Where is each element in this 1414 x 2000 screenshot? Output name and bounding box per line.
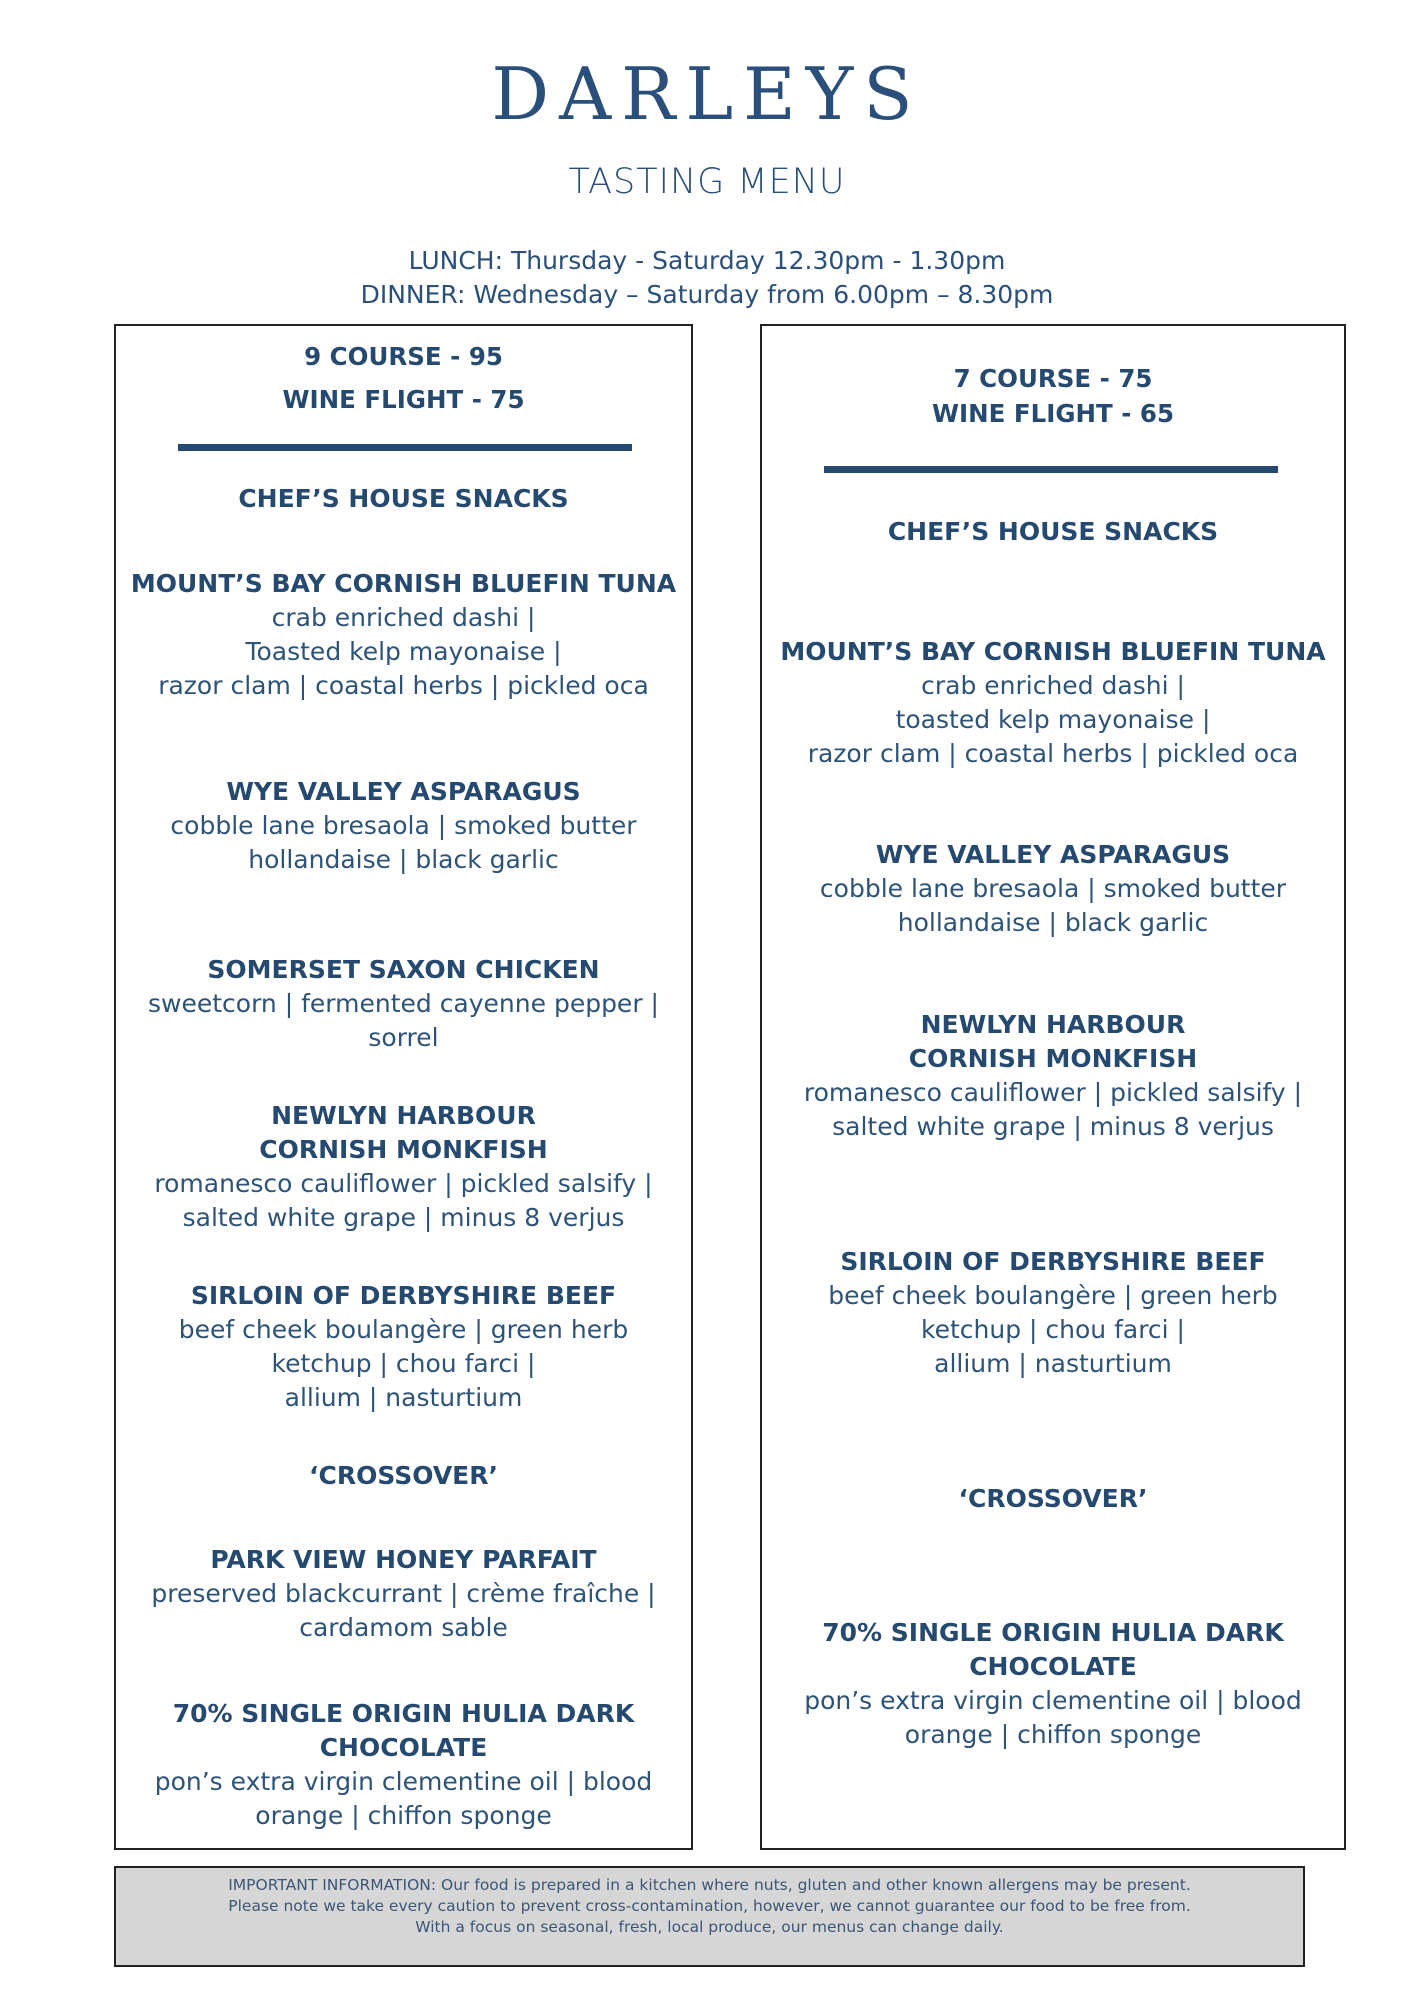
dish-description: pon’s extra virgin clementine oil | blood orange | chiffon sponge bbox=[154, 1767, 653, 1830]
dish-title: SOMERSET SAXON CHICKEN bbox=[207, 955, 600, 984]
dish-honey-parfait bbox=[116, 1543, 691, 1645]
dish-title: CHEF’S HOUSE SNACKS bbox=[238, 484, 569, 513]
dish-description: crab enriched dashi | toasted kelp mayonaise | razor clam | coastal herbs | pickled oca bbox=[807, 671, 1299, 768]
divider bbox=[824, 466, 1278, 473]
dish-description: romanesco cauliflower | pickled salsify | salted white grape | minus 8 verjus bbox=[154, 1169, 653, 1232]
dish-monkfish bbox=[762, 1008, 1344, 1144]
dish-crossover bbox=[762, 1482, 1344, 1516]
dish-description: cobble lane bresaola | smoked butter hollandaise | black garlic bbox=[170, 811, 637, 874]
dish-title: 70% SINGLE ORIGIN HULIA DARK CHOCOLATE bbox=[172, 1699, 635, 1762]
dinner-hours: DINNER: Wednesday – Saturday from 6.00pm – 8.30pm bbox=[360, 280, 1054, 309]
course-price: 7 COURSE - 75 bbox=[953, 364, 1153, 393]
allergen-notice bbox=[114, 1866, 1305, 1967]
dish-description: beef cheek boulangère | green herb ketchup | chou farci | allium | nasturtium bbox=[828, 1281, 1278, 1378]
dish-title: ‘CROSSOVER’ bbox=[309, 1461, 498, 1490]
dish-title: NEWLYN HARBOUR CORNISH MONKFISH bbox=[908, 1010, 1198, 1073]
wine-flight-price: WINE FLIGHT - 65 bbox=[931, 399, 1175, 428]
dish-chefs-snacks bbox=[116, 482, 691, 516]
dish-sirloin-beef bbox=[762, 1245, 1344, 1381]
divider bbox=[178, 444, 632, 451]
dish-asparagus bbox=[116, 775, 691, 877]
dish-bluefin-tuna bbox=[116, 567, 691, 703]
brand-logo: DARLEYS bbox=[491, 52, 923, 136]
dish-title: SIRLOIN OF DERBYSHIRE BEEF bbox=[190, 1281, 617, 1310]
dish-asparagus bbox=[762, 838, 1344, 940]
dish-chefs-snacks bbox=[762, 515, 1344, 549]
wine-flight-price: WINE FLIGHT - 75 bbox=[282, 385, 525, 414]
course-price: 9 COURSE - 95 bbox=[304, 342, 503, 371]
notice-line: IMPORTANT INFORMATION: Our food is prepared in a kitchen where nuts, gluten and other known allergens may be present. bbox=[228, 1876, 1191, 1894]
dish-crossover bbox=[116, 1459, 691, 1493]
notice-line: With a focus on seasonal, fresh, local produce, our menus can change daily. bbox=[415, 1918, 1004, 1936]
dish-description: preserved blackcurrant | crème fraîche | cardamom sable bbox=[151, 1579, 656, 1642]
dish-dark-chocolate bbox=[116, 1697, 691, 1833]
lunch-hours: LUNCH: Thursday - Saturday 12.30pm - 1.30pm bbox=[408, 246, 1006, 275]
dish-description: beef cheek boulangère | green herb ketchup | chou farci | allium | nasturtium bbox=[178, 1315, 629, 1412]
dish-title: WYE VALLEY ASPARAGUS bbox=[875, 840, 1231, 869]
seven-course-menu bbox=[760, 324, 1346, 1850]
nine-course-menu bbox=[114, 324, 693, 1850]
dish-title: ‘CROSSOVER’ bbox=[958, 1484, 1148, 1513]
dish-dark-chocolate bbox=[762, 1616, 1344, 1752]
dish-saxon-chicken bbox=[116, 953, 691, 1055]
dish-title: MOUNT’S BAY CORNISH BLUEFIN TUNA bbox=[130, 569, 677, 598]
dish-title: SIRLOIN OF DERBYSHIRE BEEF bbox=[840, 1247, 1266, 1276]
dish-title: NEWLYN HARBOUR CORNISH MONKFISH bbox=[259, 1101, 548, 1164]
dish-monkfish bbox=[116, 1099, 691, 1235]
dish-title: CHEF’S HOUSE SNACKS bbox=[887, 517, 1219, 546]
dish-bluefin-tuna bbox=[762, 635, 1344, 771]
dish-sirloin-beef bbox=[116, 1279, 691, 1415]
dish-description: sweetcorn | fermented cayenne pepper | sorrel bbox=[148, 989, 659, 1052]
menu-subtitle: TASTING MENU bbox=[568, 162, 846, 202]
dish-title: MOUNT’S BAY CORNISH BLUEFIN TUNA bbox=[780, 637, 1326, 666]
dish-title: WYE VALLEY ASPARAGUS bbox=[226, 777, 581, 806]
dish-title: 70% SINGLE ORIGIN HULIA DARK CHOCOLATE bbox=[822, 1618, 1284, 1681]
dish-description: pon’s extra virgin clementine oil | blood orange | chiffon sponge bbox=[804, 1686, 1302, 1749]
dish-description: romanesco cauliflower | pickled salsify | salted white grape | minus 8 verjus bbox=[803, 1078, 1303, 1141]
dish-title: PARK VIEW HONEY PARFAIT bbox=[210, 1545, 597, 1574]
notice-line: Please note we take every caution to prevent cross-contamination, however, we cannot guarantee our food to be free from. bbox=[228, 1897, 1191, 1915]
dish-description: cobble lane bresaola | smoked butter hollandaise | black garlic bbox=[819, 874, 1287, 937]
dish-description: crab enriched dashi | Toasted kelp mayonaise | razor clam | coastal herbs | pickled oca bbox=[158, 603, 649, 700]
